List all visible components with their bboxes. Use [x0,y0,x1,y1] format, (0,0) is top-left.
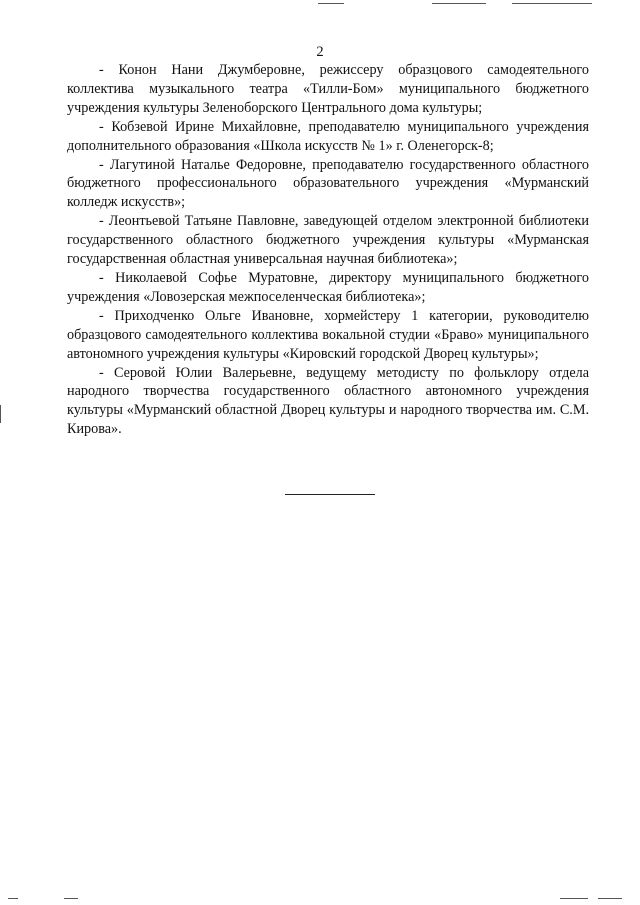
scan-edge-mark [64,898,78,899]
list-item: - Кобзевой Ирине Михайловне, преподавателю муниципального учреждения дополнительного образования «Школа искусств № 1» г. Оленегорск-8; [67,118,589,154]
end-separator-line [285,494,375,495]
list-item: - Серовой Юлии Валерьевне, ведущему методисту по фольклору отдела народного творчества государственного областного автономного учреждения культуры «Мурманский областной Дворец культуры и народного творчества им. С.М. Кирова». [67,364,589,438]
document-body [67,61,589,439]
page-number: 2 [316,44,324,60]
list-item: - Леонтьевой Татьяне Павловне, заведующей отделом электронной библиотеки государственного областного бюджетного учреждения культуры «Мурманская государственная областная универсальная научная библиотека»; [67,213,589,268]
list-item: - Николаевой Софье Муратовне, директору муниципального бюджетного учреждения «Ловозерская межпоселенческая библиотека»; [67,269,589,305]
scan-edge-mark [0,405,1,423]
scan-edge-mark [598,898,622,899]
list-item: - Конон Нани Джумберовне, режиссеру образцового самодеятельного коллектива музыкального театра «Тилли-Бом» муниципального бюджетного учреждения культуры Зеленоборского Центрального дома культуры; [67,62,589,116]
list-item: - Приходченко Ольге Ивановне, хормейстеру 1 категории, руководителю образцового самодеятельного коллектива вокальной студии «Браво» муниципального автономного учреждения культуры «Кировский городской Дворец культуры»; [67,307,589,362]
scan-edge-mark [318,3,344,4]
list-item: - Лагутиной Наталье Федоровне, преподавателю государственного областного бюджетного профессионального образовательного учреждения «Мурманский колледж искусств»; [67,156,589,211]
scan-edge-mark [512,3,592,4]
scan-edge-mark [8,898,18,899]
scan-edge-mark [432,3,486,4]
scan-edge-mark [560,898,588,899]
